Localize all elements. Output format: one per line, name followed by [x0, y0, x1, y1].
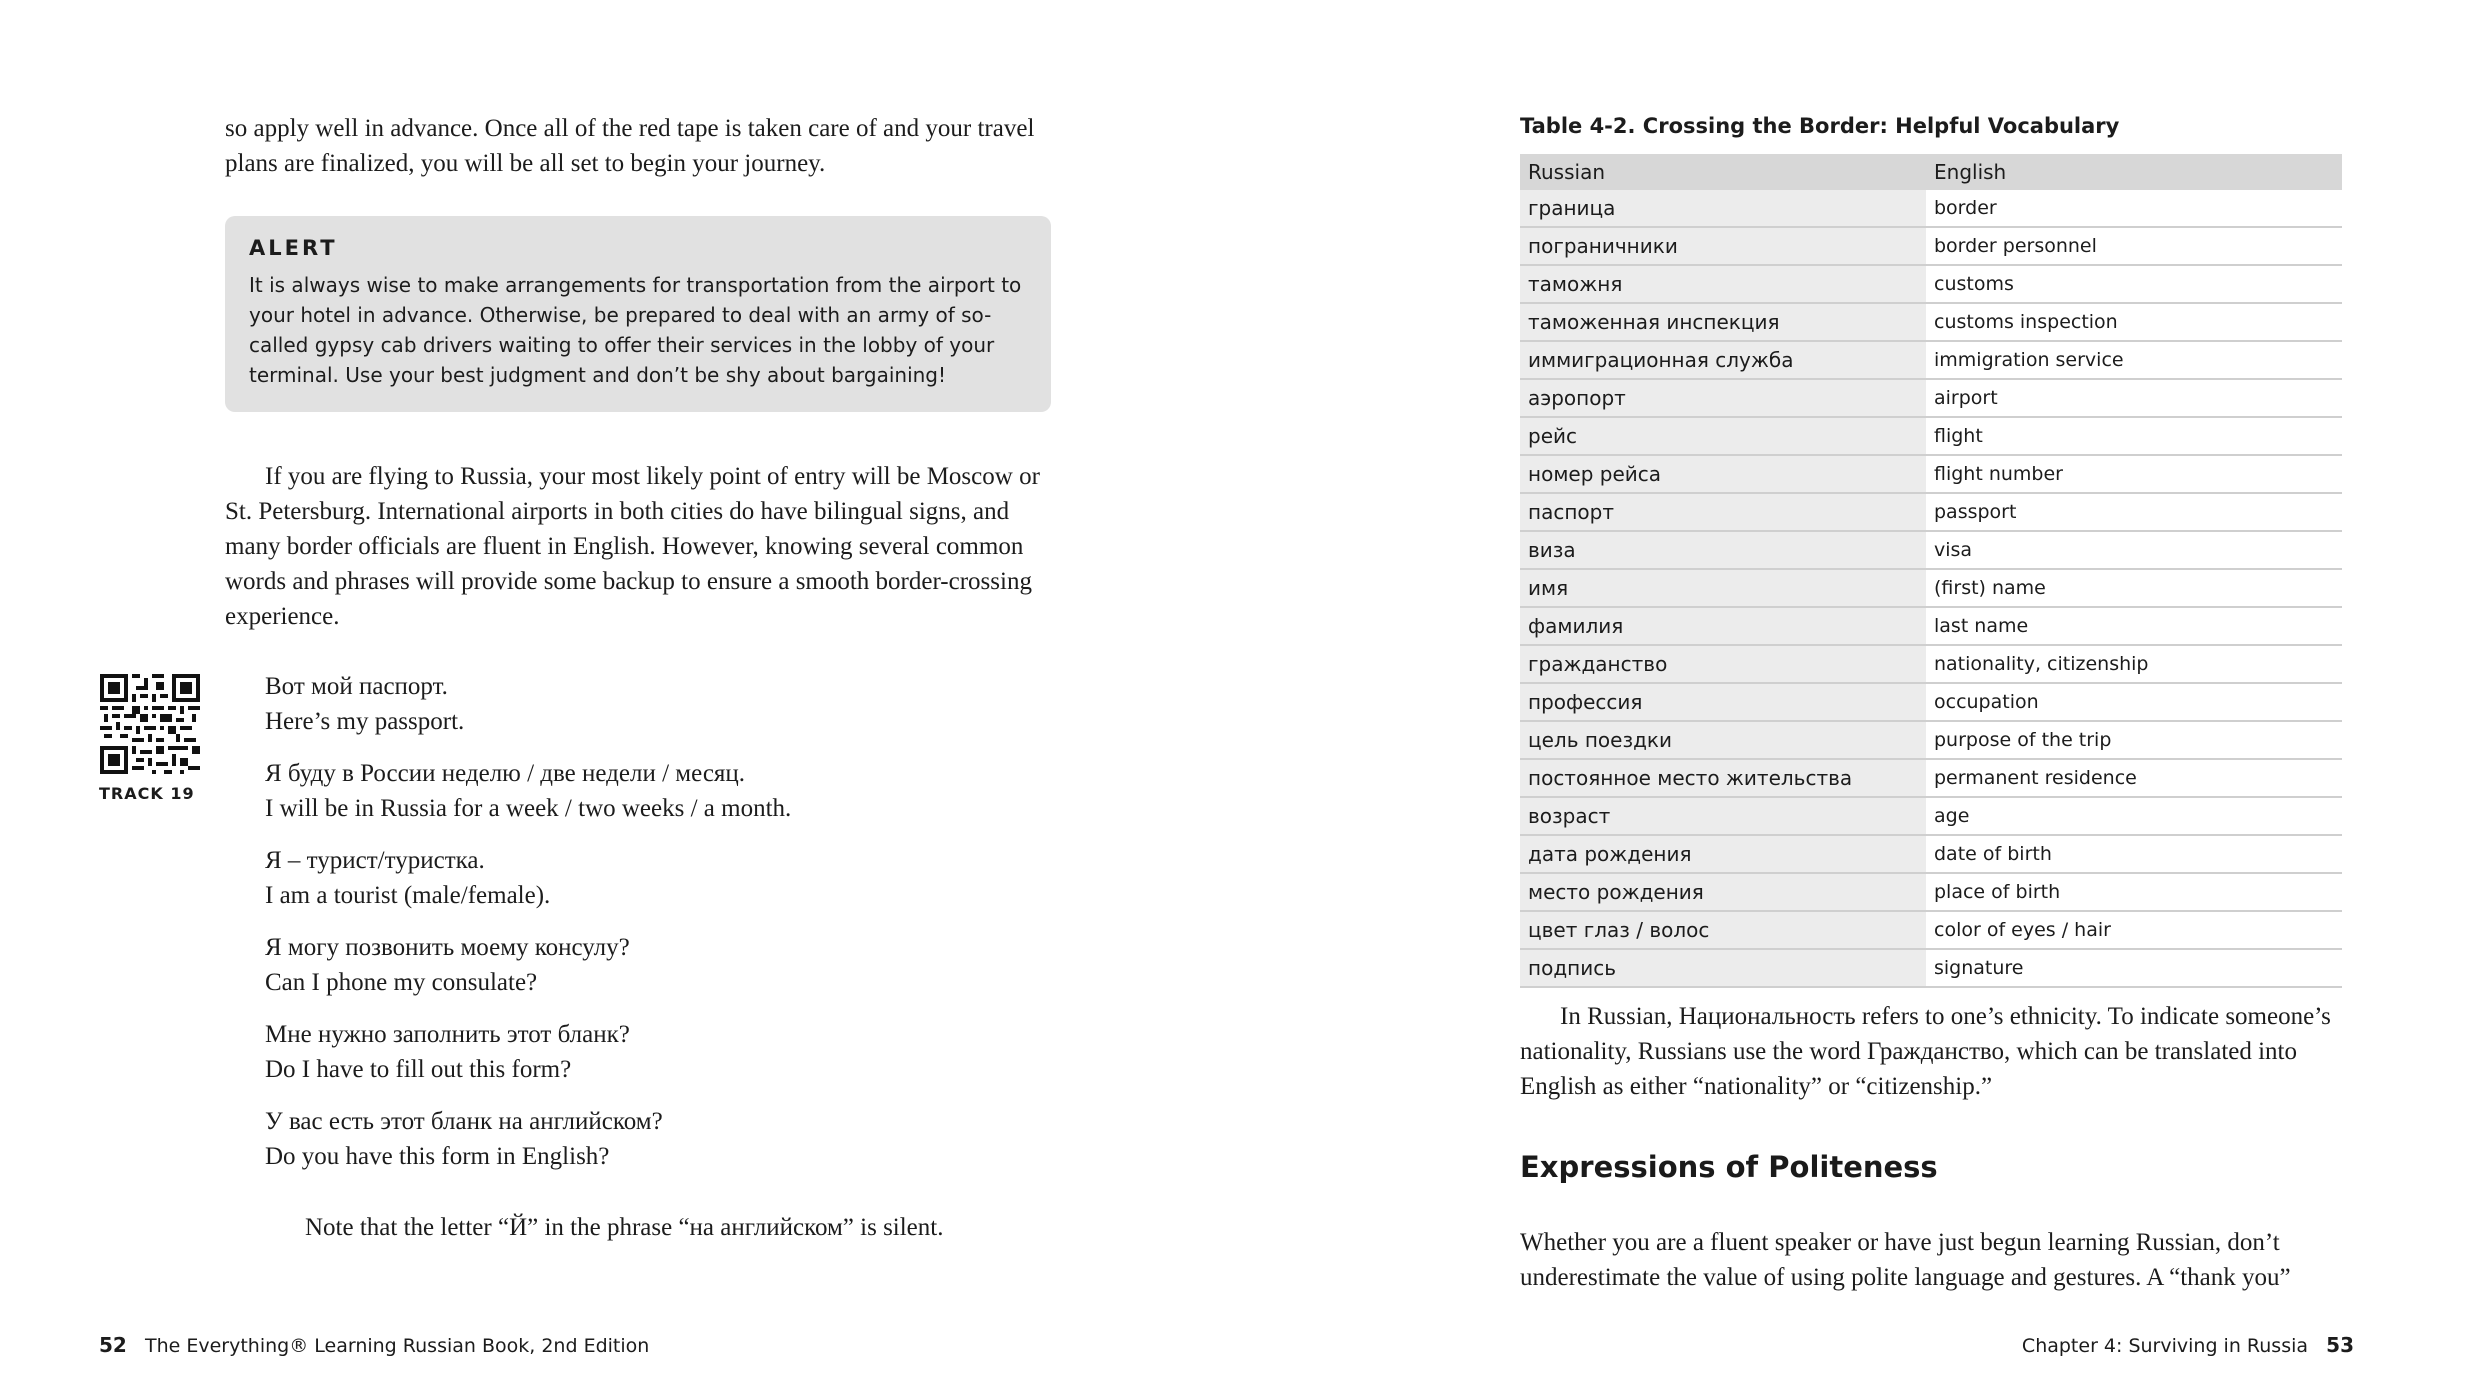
table-row [1520, 531, 2342, 569]
cell-english: nationality, citizenship [1926, 645, 2342, 683]
phrase-list [265, 669, 1065, 1191]
cell-english: border [1926, 190, 2342, 227]
phrase-russian: Вот мой паспорт. [265, 673, 448, 700]
cell-russian: дата рождения [1520, 835, 1926, 873]
phrase-item [265, 1104, 1065, 1174]
cell-russian: возраст [1520, 797, 1926, 835]
cell-russian: профессия [1520, 683, 1926, 721]
cell-russian: граница [1520, 190, 1926, 227]
phrase-russian: Я могу позвонить моему консулу? [265, 934, 630, 961]
book-title: The Everything® Learning Russian Book, 2nd Edition [144, 1335, 650, 1357]
table-row [1520, 645, 2342, 683]
note-paragraph: Note that the letter “Й” in the phrase “на английском” is silent. [305, 1214, 944, 1241]
phrase-item [265, 756, 1065, 826]
cell-russian: постоянное место жительства [1520, 759, 1926, 797]
table-row [1520, 797, 2342, 835]
alert-title: ALERT [249, 236, 338, 260]
cell-english: airport [1926, 379, 2342, 417]
table-row [1520, 379, 2342, 417]
table-row [1520, 683, 2342, 721]
cell-russian: подпись [1520, 949, 1926, 987]
cell-english: (first) name [1926, 569, 2342, 607]
alert-box [225, 216, 1051, 412]
cell-russian: таможня [1520, 265, 1926, 303]
phrase-item [265, 669, 1065, 739]
table-header-row [1520, 154, 2342, 190]
phrase-russian: Мне нужно заполнить этот бланк? [265, 1021, 630, 1048]
table-body [1520, 190, 2342, 987]
cell-russian: номер рейса [1520, 455, 1926, 493]
phrase-item [265, 930, 1065, 1000]
phrase-russian: Я – турист/туристка. [265, 847, 485, 874]
table-row [1520, 873, 2342, 911]
cell-english: occupation [1926, 683, 2342, 721]
table-row [1520, 303, 2342, 341]
intro-paragraph: so apply well in advance. Once all of the red tape is taken care of and your travel plans are finalized, you will be all set to begin your journey. [225, 115, 1035, 177]
qr-code-icon[interactable] [100, 674, 200, 774]
paragraph-flying: If you are flying to Russia, your most likely point of entry will be Moscow or St. Petersburg. International airports in both cities do have bilingual signs, and many border officials are fluent in English. However, knowing several common words and phrases will provide some backup to ensure a smooth border-crossing experience. [225, 463, 1040, 630]
phrase-item [265, 1017, 1065, 1087]
cell-english: signature [1926, 949, 2342, 987]
chapter-title: Chapter 4: Surviving in Russia [2021, 1335, 2309, 1357]
cell-english: color of eyes / hair [1926, 911, 2342, 949]
phrase-english: Here’s my passport. [265, 708, 465, 735]
cell-english: passport [1926, 493, 2342, 531]
cell-russian: место рождения [1520, 873, 1926, 911]
cell-english: last name [1926, 607, 2342, 645]
cell-russian: пограничники [1520, 227, 1926, 265]
page-number: 53 [2326, 1333, 2354, 1357]
page-number: 52 [99, 1333, 127, 1357]
phrase-english: I am a tourist (male/female). [265, 882, 551, 909]
table-row [1520, 341, 2342, 379]
cell-russian: таможенная инспекция [1520, 303, 1926, 341]
cell-russian: рейс [1520, 417, 1926, 455]
cell-russian: гражданство [1520, 645, 1926, 683]
phrase-english: Can I phone my consulate? [265, 969, 538, 996]
cell-english: purpose of the trip [1926, 721, 2342, 759]
phrase-english: Do I have to fill out this form? [265, 1056, 572, 1083]
table-row [1520, 227, 2342, 265]
header-english: English [1926, 154, 2342, 190]
cell-russian: цель поездки [1520, 721, 1926, 759]
table-row [1520, 949, 2342, 987]
table-row [1520, 721, 2342, 759]
table-row [1520, 190, 2342, 227]
paragraph-nationality: In Russian, Национальность refers to one’s ethnicity. To indicate someone’s nationality, Russians use the word Гражданство, which can be translated into English as either “nationality” or “citizenship.” [1520, 1003, 2331, 1100]
cell-english: place of birth [1926, 873, 2342, 911]
cell-russian: иммиграционная служба [1520, 341, 1926, 379]
cell-russian: имя [1520, 569, 1926, 607]
right-footer [2022, 1333, 2354, 1357]
table-row [1520, 569, 2342, 607]
table-row [1520, 911, 2342, 949]
paragraph-politeness: Whether you are a fluent speaker or have just begun learning Russian, don’t underestimate the value of using polite language and gestures. A “thank you” [1520, 1229, 2291, 1291]
table-row [1520, 417, 2342, 455]
table-row [1520, 455, 2342, 493]
cell-english: date of birth [1926, 835, 2342, 873]
cell-russian: паспорт [1520, 493, 1926, 531]
phrase-russian: У вас есть этот бланк на английском? [265, 1108, 663, 1135]
cell-english: age [1926, 797, 2342, 835]
section-heading: Expressions of Politeness [1520, 1150, 1938, 1184]
cell-english: visa [1926, 531, 2342, 569]
table-row [1520, 493, 2342, 531]
cell-russian: аэропорт [1520, 379, 1926, 417]
table-row [1520, 835, 2342, 873]
phrase-russian: Я буду в России неделю / две недели / месяц. [265, 760, 746, 787]
phrase-item [265, 843, 1065, 913]
table-row [1520, 265, 2342, 303]
header-russian: Russian [1520, 154, 1926, 190]
vocabulary-table [1520, 154, 2342, 988]
cell-english: flight number [1926, 455, 2342, 493]
cell-english: customs [1926, 265, 2342, 303]
cell-english: permanent residence [1926, 759, 2342, 797]
cell-english: customs inspection [1926, 303, 2342, 341]
cell-russian: виза [1520, 531, 1926, 569]
right-page [1244, 0, 2488, 1400]
phrase-english: Do you have this form in English? [265, 1143, 610, 1170]
cell-russian: фамилия [1520, 607, 1926, 645]
track-label: TRACK 19 [99, 784, 195, 803]
table-caption: Table 4-2. Crossing the Border: Helpful Vocabulary [1520, 114, 2120, 138]
cell-english: immigration service [1926, 341, 2342, 379]
cell-english: border personnel [1926, 227, 2342, 265]
alert-body: It is always wise to make arrangements for transportation from the airport to your hotel in advance. Otherwise, be prepared to deal with an army of so-called gypsy cab drivers waiting to offer their services in the lobby of your terminal. Use your best judgment and don’t be shy about bargaining! [249, 273, 1022, 387]
phrase-english: I will be in Russia for a week / two weeks / a month. [265, 795, 792, 822]
left-footer [99, 1333, 649, 1357]
cell-russian: цвет глаз / волос [1520, 911, 1926, 949]
table-row [1520, 607, 2342, 645]
cell-english: flight [1926, 417, 2342, 455]
table-row [1520, 759, 2342, 797]
